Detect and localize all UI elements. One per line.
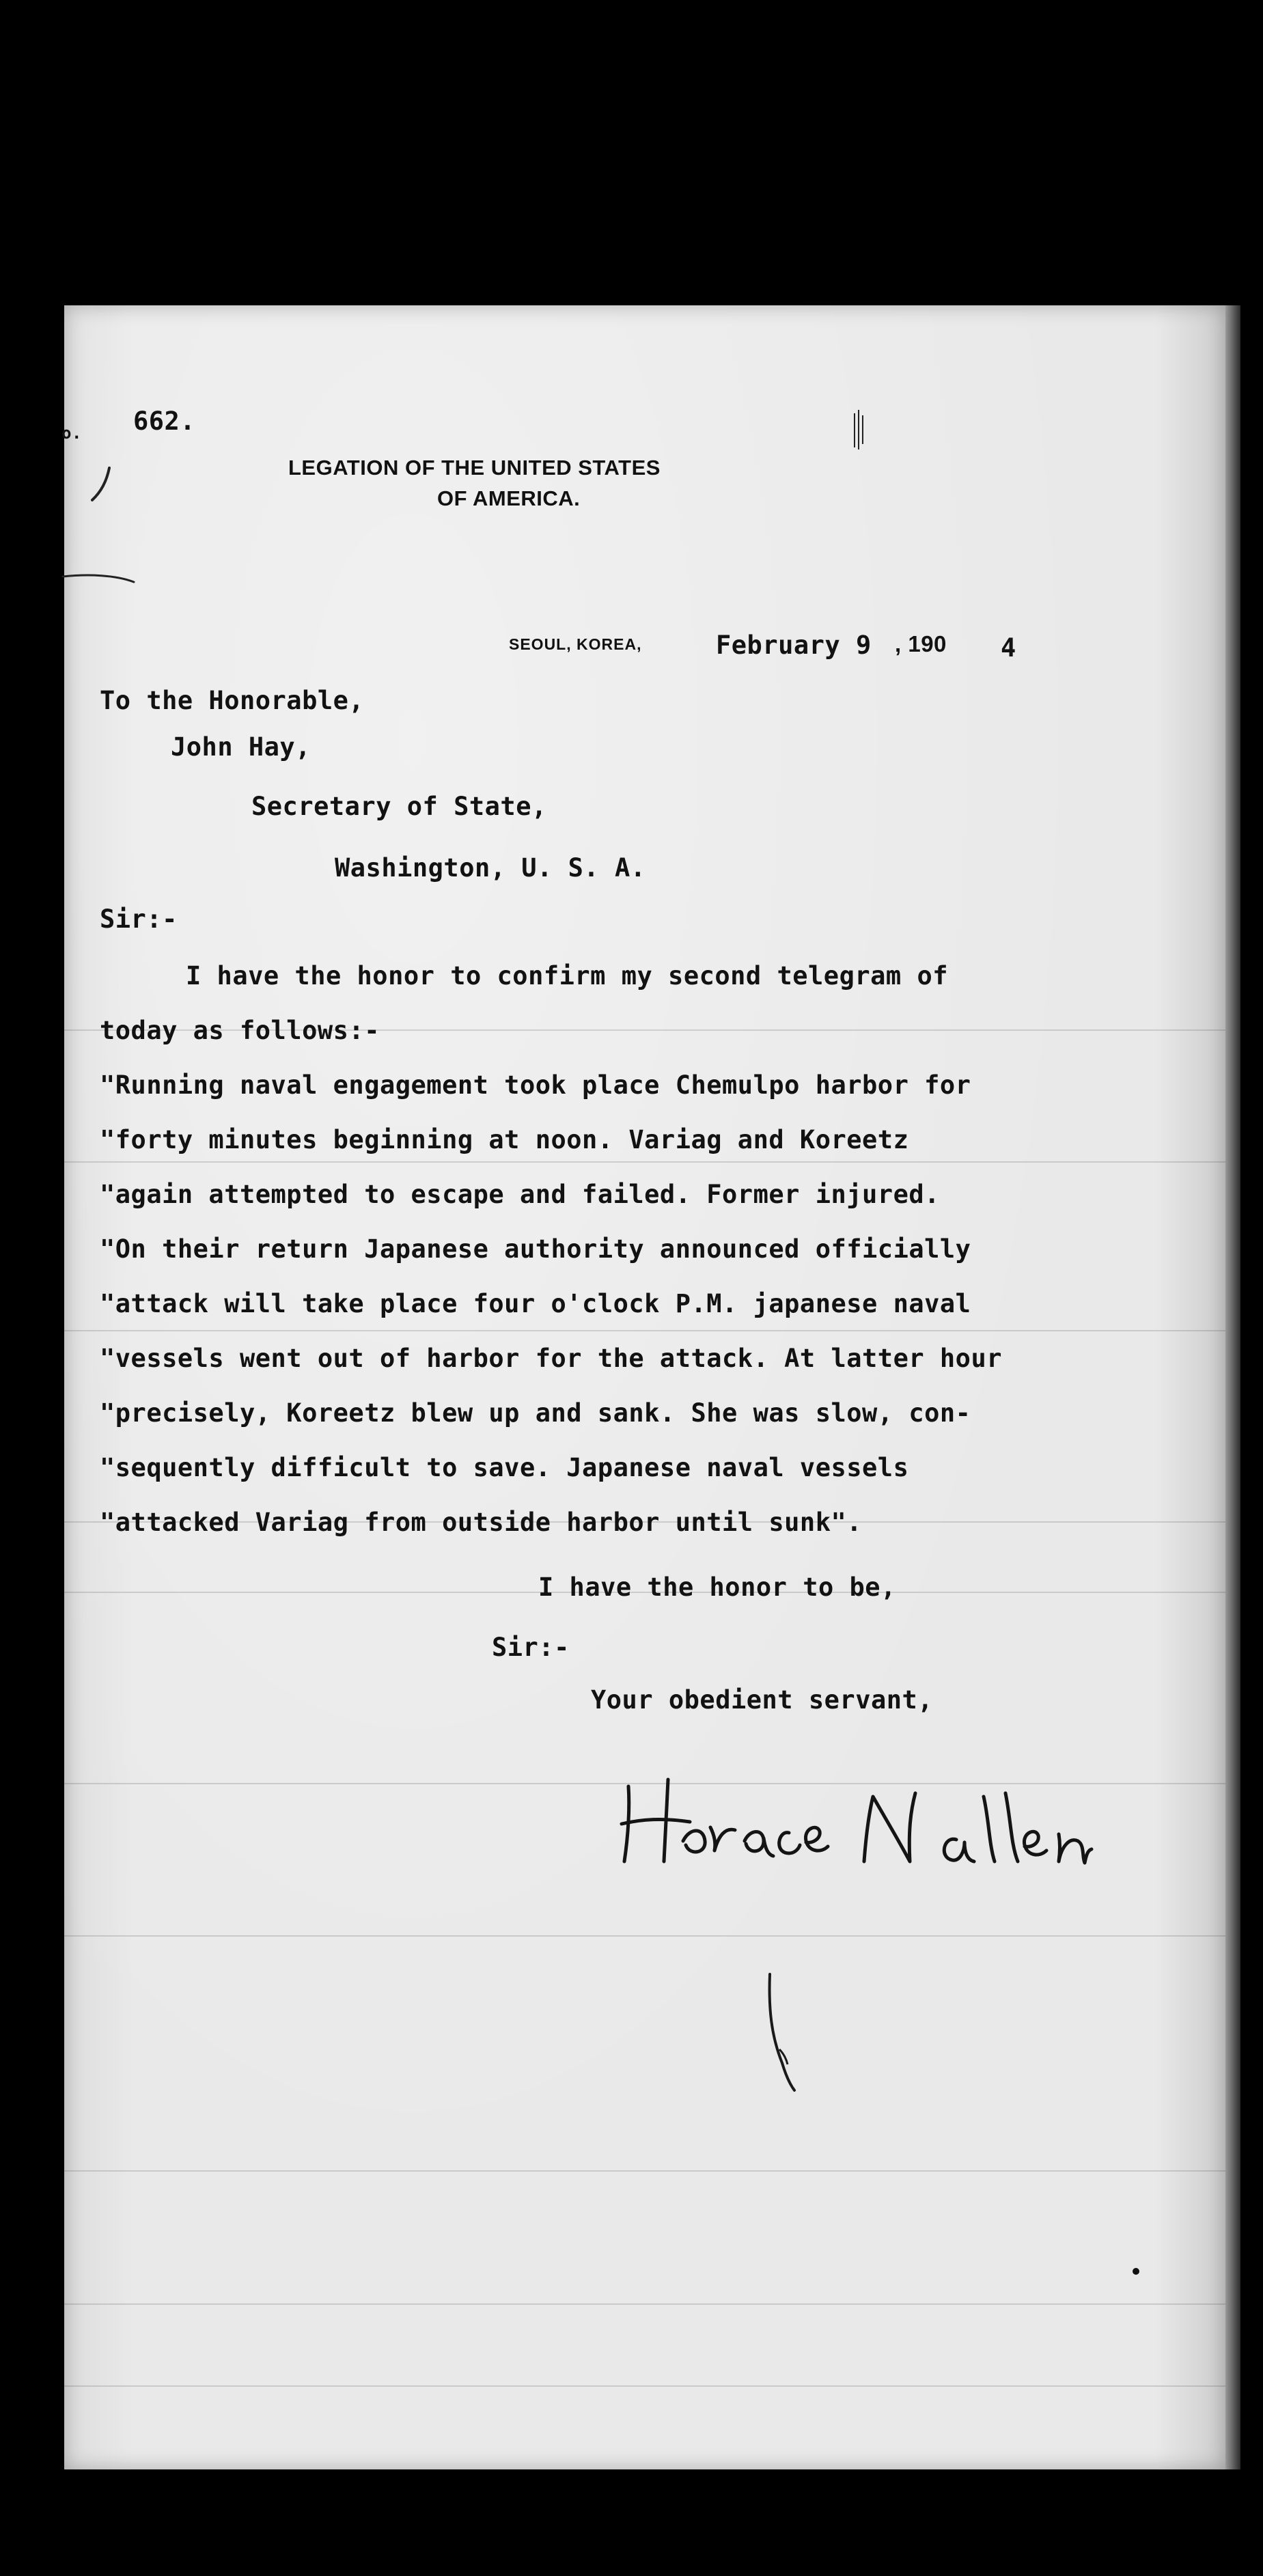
closing-line: I have the honor to be,	[538, 1573, 896, 1602]
ruled-line	[64, 2385, 1225, 2387]
ruled-line	[64, 1161, 1225, 1163]
handwritten-signature	[615, 1759, 1175, 1882]
body-line: "attack will take place four o'clock P.M. japanese naval	[100, 1289, 971, 1318]
year-digit: 4	[1001, 633, 1016, 663]
body-line: I have the honor to confirm my second telegram of	[186, 961, 949, 991]
ruled-line	[64, 1935, 1225, 1937]
letter-page	[64, 305, 1225, 2469]
body-line: "On their return Japanese authority announced officially	[100, 1234, 971, 1264]
letterhead-line-1: LEGATION OF THE UNITED STATES	[288, 456, 661, 480]
body-line: "sequently difficult to save. Japanese naval vessels	[100, 1453, 909, 1482]
address-line: To the Honorable,	[100, 686, 365, 715]
date-line: February 9	[716, 631, 872, 660]
body-line: "precisely, Koreetz blew up and sank. She was slow, con-	[100, 1398, 971, 1428]
ink-scratch	[755, 1967, 803, 2104]
body-line: "forty minutes beginning at noon. Variag and Koreetz	[100, 1125, 909, 1154]
salutation: Sir:-	[100, 904, 178, 934]
place-line: SEOUL, KOREA,	[509, 635, 642, 653]
page-edge-shadow	[1225, 305, 1240, 2469]
year-prefix: , 190	[895, 631, 947, 656]
closing-line: Your obedient servant,	[591, 1685, 934, 1715]
pencil-mark	[61, 572, 137, 586]
body-line: "again attempted to escape and failed. Former injured.	[100, 1180, 940, 1209]
ink-blemish	[850, 410, 871, 451]
letterhead-line-2: OF AMERICA.	[437, 486, 581, 510]
document-number: 662.	[133, 406, 196, 436]
body-line: "attacked Variag from outside harbor until sunk".	[100, 1508, 863, 1537]
pencil-mark	[89, 465, 116, 505]
closing-line: Sir:-	[492, 1633, 570, 1662]
body-line: "Running naval engagement took place Chemulpo harbor for	[100, 1070, 971, 1100]
ink-dot	[1131, 2267, 1141, 2276]
document-number-prefix: o.	[61, 424, 82, 443]
ruled-line	[64, 2303, 1225, 2305]
address-line: Washington, U. S. A.	[335, 853, 646, 883]
body-line: "vessels went out of harbor for the attack. At latter hour	[100, 1344, 1003, 1373]
body-line: today as follows:-	[100, 1016, 380, 1045]
address-line: Secretary of State,	[251, 792, 547, 821]
address-line: John Hay,	[171, 732, 311, 762]
ruled-line	[64, 2170, 1225, 2172]
ruled-line	[64, 1330, 1225, 1331]
